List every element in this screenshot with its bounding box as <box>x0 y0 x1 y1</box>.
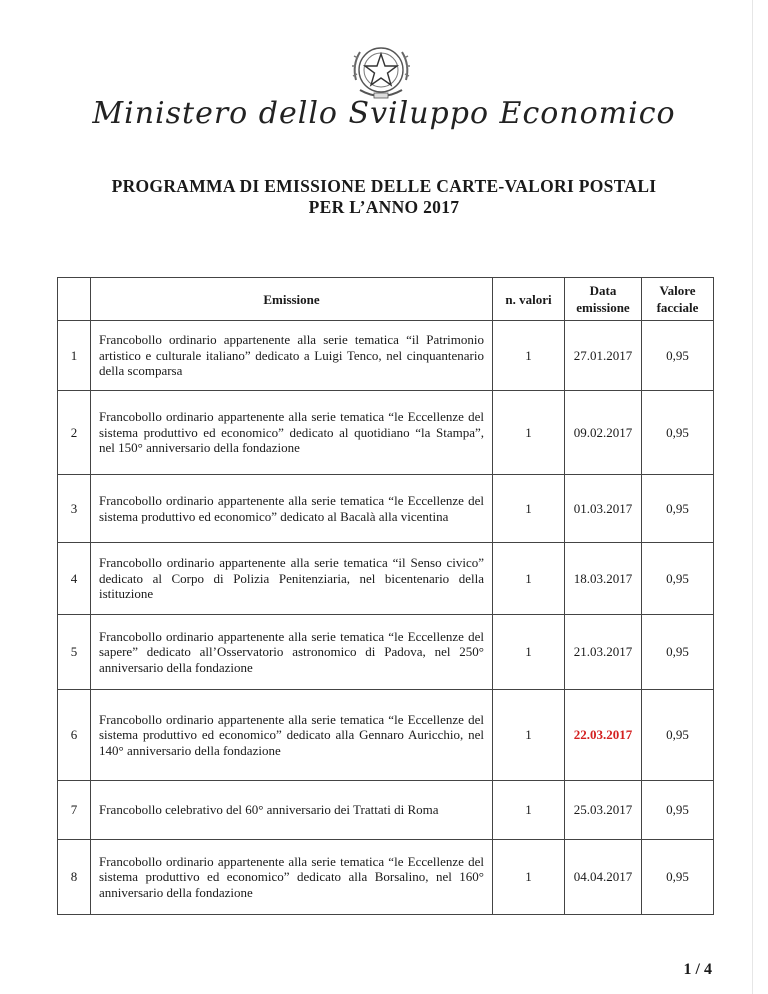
row-value: 0,95 <box>642 321 714 391</box>
row-description: Francobollo ordinario appartenente alla serie tematica “il Senso civico” dedicato al Corpo di Polizia Penitenziaria, nel bicentenario della istituzione <box>91 543 493 615</box>
row-description: Francobollo ordinario appartenente alla serie tematica “le Eccellenze del sistema produttivo ed economico” dedicato al quotidiano “la Stampa”, nel 150° anniversario della fondazione <box>91 391 493 475</box>
header-emissione: Emissione <box>91 278 493 321</box>
table-row <box>58 391 714 475</box>
row-value: 0,95 <box>642 781 714 840</box>
row-n-valori: 1 <box>493 543 565 615</box>
row-date: 27.01.2017 <box>565 321 642 391</box>
header-number <box>58 278 91 321</box>
row-number: 8 <box>58 840 91 915</box>
row-n-valori: 1 <box>493 840 565 915</box>
header-valore-facciale: Valore facciale <box>642 278 714 321</box>
page-number: 1 / 4 <box>683 961 712 978</box>
row-number: 1 <box>58 321 91 391</box>
row-number: 7 <box>58 781 91 840</box>
row-date: 25.03.2017 <box>565 781 642 840</box>
row-description: Francobollo ordinario appartenente alla serie tematica “il Patrimonio artistico e culturale italiano” dedicato a Luigi Tenco, nel cinquantenario della scomparsa <box>91 321 493 391</box>
scan-margin-line <box>752 0 753 994</box>
row-value: 0,95 <box>642 475 714 543</box>
emission-table <box>57 277 714 915</box>
title-line-2: PER L’ANNO 2017 <box>308 197 460 217</box>
row-n-valori: 1 <box>493 690 565 781</box>
row-number: 5 <box>58 615 91 690</box>
header-data-emissione: Data emissione <box>565 278 642 321</box>
row-date-highlighted: 22.03.2017 <box>565 690 642 781</box>
table-row <box>58 543 714 615</box>
row-description: Francobollo ordinario appartenente alla serie tematica “le Eccellenze del sistema produttivo ed economico” dedicato alla Gennaro Auricchio, nel 140° anniversario della fondazione <box>91 690 493 781</box>
row-value: 0,95 <box>642 543 714 615</box>
title-line-1: PROGRAMMA DI EMISSIONE DELLE CARTE-VALORI POSTALI <box>111 176 657 196</box>
row-n-valori: 1 <box>493 391 565 475</box>
document-title <box>0 176 768 218</box>
row-description: Francobollo ordinario appartenente alla serie tematica “le Eccellenze del sapere” dedicato all’Osservatorio astronomico di Padova, nel 250° anniversario della fondazione <box>91 615 493 690</box>
row-number: 4 <box>58 543 91 615</box>
row-number: 2 <box>58 391 91 475</box>
row-value: 0,95 <box>642 840 714 915</box>
table-row <box>58 475 714 543</box>
table-row <box>58 690 714 781</box>
row-number: 3 <box>58 475 91 543</box>
row-n-valori: 1 <box>493 475 565 543</box>
row-number: 6 <box>58 690 91 781</box>
row-description: Francobollo ordinario appartenente alla serie tematica “le Eccellenze del sistema produttivo ed economico” dedicato alla Borsalino, nel 160° anniversario della fondazione <box>91 840 493 915</box>
row-description: Francobollo celebrativo del 60° anniversario dei Trattati di Roma <box>91 781 493 840</box>
table-row <box>58 321 714 391</box>
table-header-row <box>58 278 714 321</box>
row-description: Francobollo ordinario appartenente alla serie tematica “le Eccellenze del sistema produttivo ed economico” dedicato al Bacalà alla vicentina <box>91 475 493 543</box>
table-row <box>58 840 714 915</box>
row-date: 21.03.2017 <box>565 615 642 690</box>
row-n-valori: 1 <box>493 321 565 391</box>
row-date: 09.02.2017 <box>565 391 642 475</box>
row-value: 0,95 <box>642 615 714 690</box>
row-date: 01.03.2017 <box>565 475 642 543</box>
row-value: 0,95 <box>642 690 714 781</box>
row-value: 0,95 <box>642 391 714 475</box>
table-row <box>58 781 714 840</box>
row-n-valori: 1 <box>493 781 565 840</box>
header-n-valori: n. valori <box>493 278 565 321</box>
ministry-name: Ministero dello Sviluppo Economico <box>92 96 676 131</box>
row-n-valori: 1 <box>493 615 565 690</box>
row-date: 18.03.2017 <box>565 543 642 615</box>
table-row <box>58 615 714 690</box>
row-date: 04.04.2017 <box>565 840 642 915</box>
